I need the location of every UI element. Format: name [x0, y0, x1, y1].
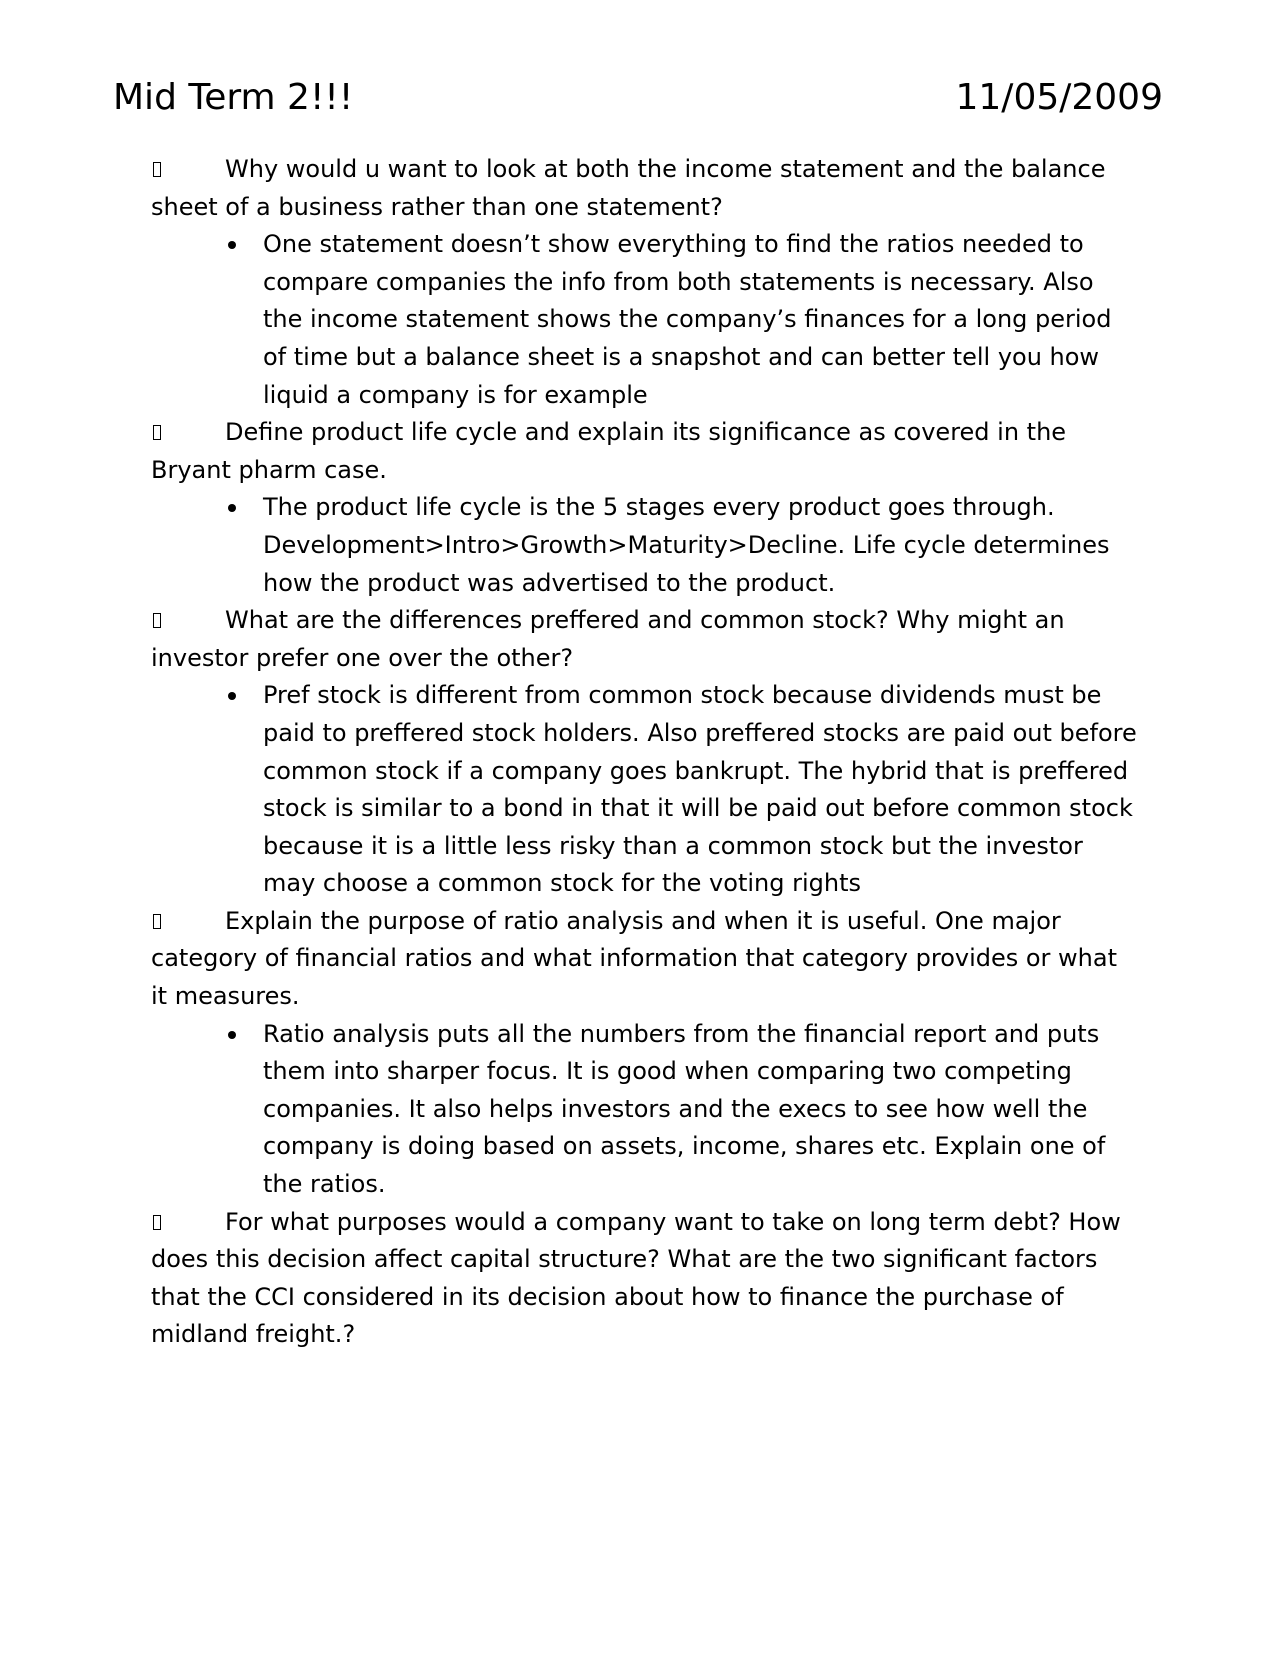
question-list [151, 151, 1137, 1354]
answer-text: Ratio analysis puts all the numbers from the financial report and puts them into sharper focus. It is good when comparing two competing companies. It also helps investors and the execs to see how well the company is doing based on assets, income, shares etc. Explain one of the ratios. [263, 1019, 1106, 1199]
page-header [113, 74, 1163, 122]
answer-text: One statement doesn’t show everything to find the ratios needed to compare companies the info from both statements is necessary. Also the income statement shows the company’s finances for a long period of time but a balance sheet is a snapshot and can better tell you how liquid a company is for example [263, 230, 1112, 409]
question-item [151, 903, 1137, 1016]
question-text: Explain the purpose of ratio analysis and when it is useful. One major category of financial ratios and what information that category provides or what it measures. [151, 906, 1118, 1011]
answer-text: Pref stock is different from common stock because dividends must be paid to preffered stock holders. Also preffered stocks are paid out before common stock if a company goes bankrupt. The hybrid that is preffered stock is similar to a bond in that it will be paid out before common stock because it is a little less risky than a common stock but the investor may choose a common stock for the voting rights [263, 681, 1137, 898]
question-item [151, 414, 1137, 489]
answer-item [263, 226, 1137, 414]
document-date: 11/05/2009 [955, 77, 1163, 118]
answer-text: The product life cycle is the 5 stages every product goes through. Development>Intro>Growth>Maturity>Decline. Life cycle determines how the product was advertised to the product. [263, 493, 1110, 597]
question-item [151, 602, 1137, 677]
answer-item [263, 677, 1137, 903]
question-text: Define product life cycle and explain its significance as covered in the Bryant pharm case. [151, 418, 1067, 484]
bullet-icon [227, 1016, 241, 1054]
missing-glyph-icon [151, 903, 169, 941]
bullet-icon [227, 489, 241, 527]
question-item [151, 1204, 1137, 1354]
question-text: For what purposes would a company want to take on long term debt? How does this decision affect capital structure? What are the two significant factors that the CCI considered in its decision about how to finance the purchase of midland freight.? [151, 1207, 1121, 1349]
bullet-icon [227, 226, 241, 264]
missing-glyph-icon [151, 1204, 169, 1242]
missing-glyph-icon [151, 602, 169, 640]
bullet-icon [227, 677, 241, 715]
answer-item [263, 1016, 1137, 1204]
answer-item [263, 489, 1137, 602]
question-item [151, 151, 1137, 226]
document-title: Mid Term 2!!! [113, 77, 354, 118]
question-text: What are the differences preffered and common stock? Why might an investor prefer one over the other? [151, 606, 1065, 672]
missing-glyph-icon [151, 414, 169, 452]
missing-glyph-icon [151, 151, 169, 189]
question-text: Why would u want to look at both the income statement and the balance sheet of a business rather than one statement? [151, 155, 1106, 221]
